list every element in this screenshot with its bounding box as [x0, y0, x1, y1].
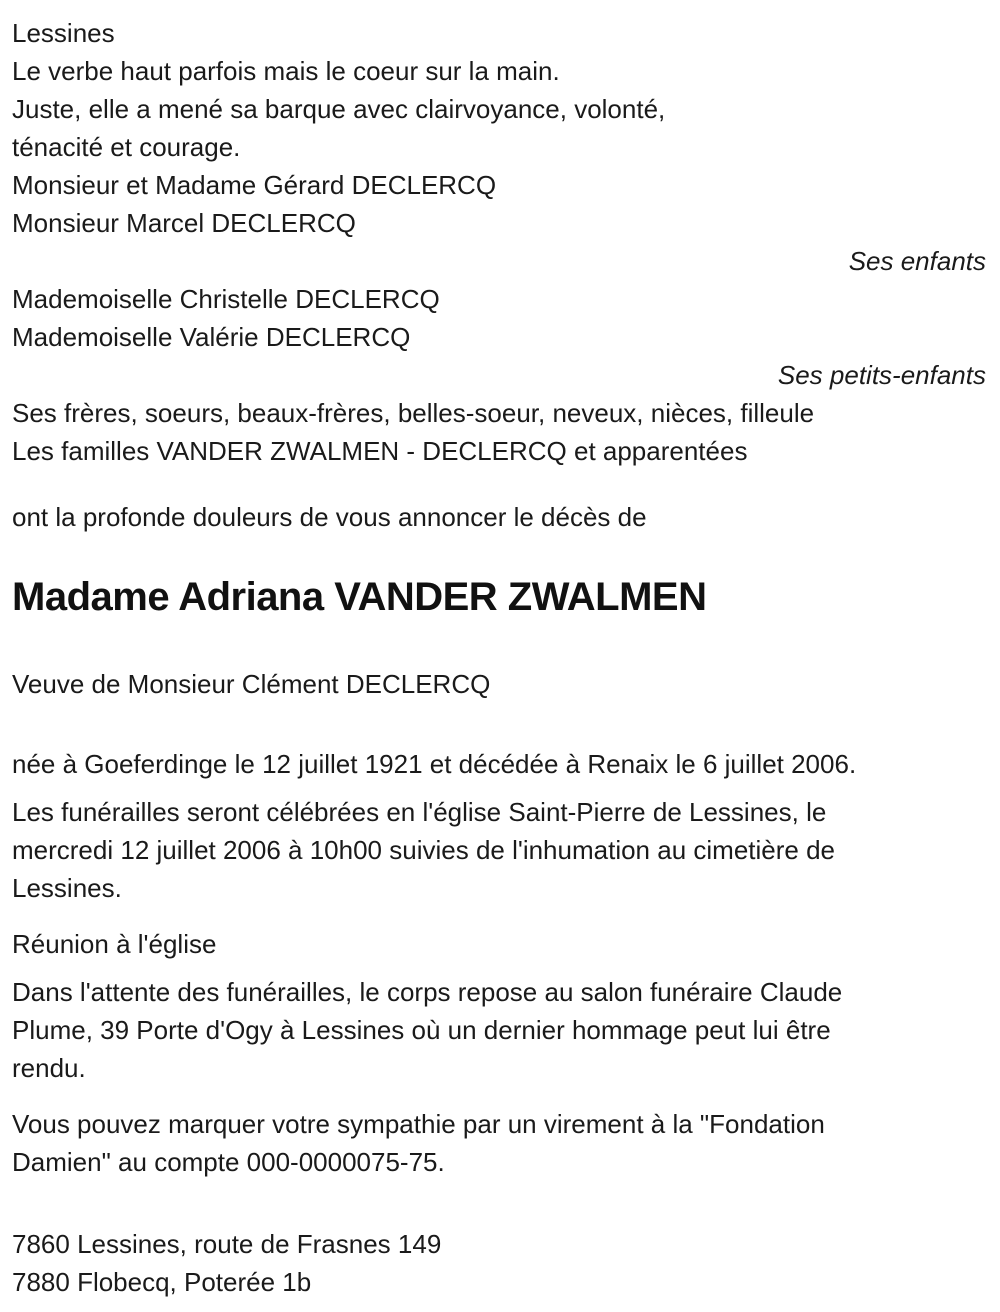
- repose-line: Plume, 39 Porte d'Ogy à Lessines où un dernier hommage peut lui être: [12, 1015, 831, 1045]
- funeral-line: Les funérailles seront célébrées en l'église Saint-Pierre de Lessines, le: [12, 797, 827, 827]
- funeral-line: Lessines.: [12, 873, 122, 903]
- child-name-line: Monsieur et Madame Gérard DECLERCQ: [12, 170, 497, 200]
- address-line: 7860 Lessines, route de Frasnes 149: [12, 1229, 442, 1259]
- tribute-line: Le verbe haut parfois mais le coeur sur la main.: [12, 56, 560, 86]
- city-line: Lessines: [12, 18, 115, 48]
- donation-line: Damien" au compte 000-0000075-75.: [12, 1147, 445, 1177]
- address-line: 7880 Flobecq, Poterée 1b: [12, 1267, 312, 1297]
- deceased-name-title: Madame Adriana VANDER ZWALMEN: [12, 575, 707, 619]
- life-dates-line: née à Goeferdinge le 12 juillet 1921 et décédée à Renaix le 6 juillet 2006.: [12, 749, 857, 779]
- tribute-line: ténacité et courage.: [12, 132, 241, 162]
- grandchild-name-line: Mademoiselle Christelle DECLERCQ: [12, 284, 440, 314]
- grandchildren-caption: Ses petits-enfants: [777, 360, 986, 390]
- child-name-line: Monsieur Marcel DECLERCQ: [12, 208, 356, 238]
- donation-line: Vous pouvez marquer votre sympathie par un virement à la "Fondation: [12, 1109, 825, 1139]
- children-caption: Ses enfants: [848, 246, 986, 276]
- repose-line: Dans l'attente des funérailles, le corps repose au salon funéraire Claude: [12, 977, 843, 1007]
- repose-line: rendu.: [12, 1053, 86, 1083]
- funeral-line: mercredi 12 juillet 2006 à 10h00 suivies de l'inhumation au cimetière de: [12, 835, 835, 865]
- widow-line: Veuve de Monsieur Clément DECLERCQ: [12, 669, 491, 699]
- announcement-line: ont la profonde douleurs de vous annoncer le décès de: [12, 502, 647, 532]
- grandchild-name-line: Mademoiselle Valérie DECLERCQ: [12, 322, 411, 352]
- meeting-line: Réunion à l'église: [12, 929, 217, 959]
- tribute-line: Juste, elle a mené sa barque avec clairvoyance, volonté,: [12, 94, 666, 124]
- family-line: Ses frères, soeurs, beaux-frères, belles-soeur, neveux, nièces, filleule: [12, 398, 815, 428]
- family-line: Les familles VANDER ZWALMEN - DECLERCQ et apparentées: [12, 436, 748, 466]
